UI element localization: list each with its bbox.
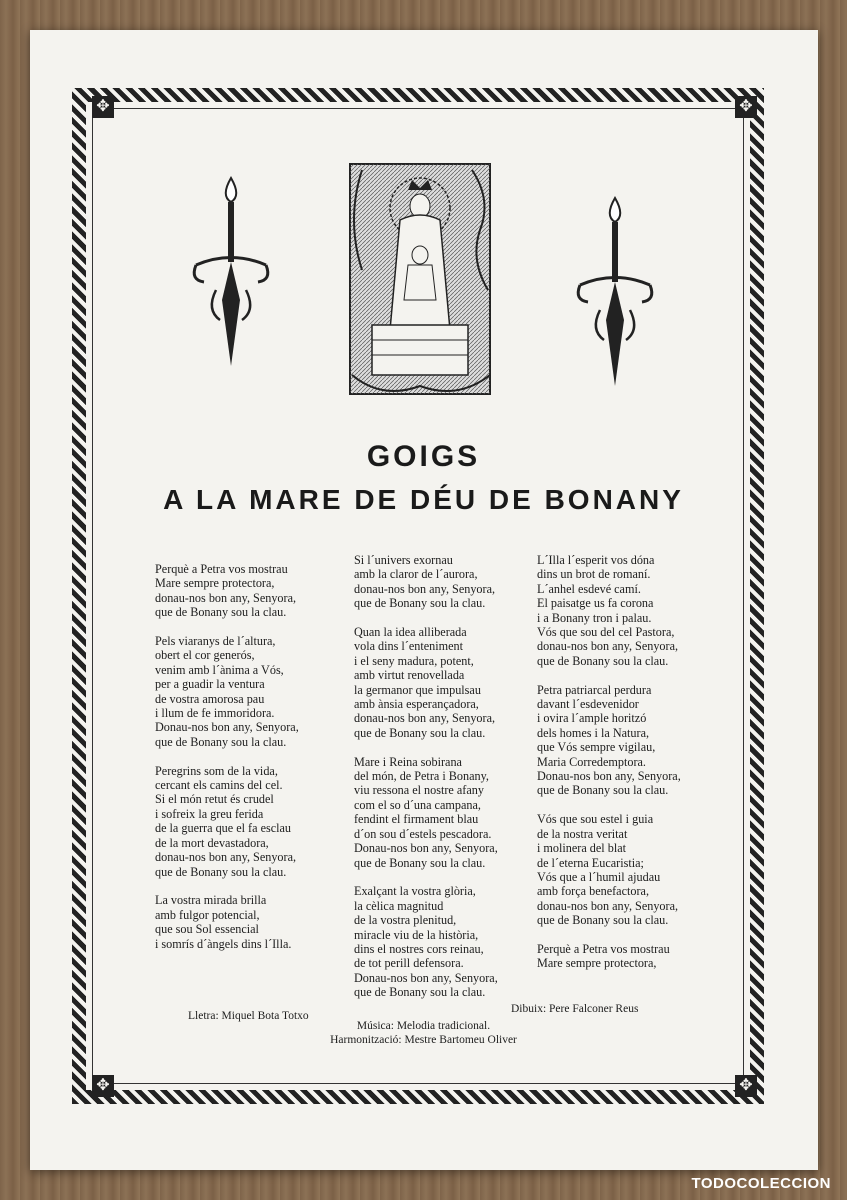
verse-line: vola dins l´enteniment <box>354 639 463 654</box>
verse-column-2 <box>354 553 498 1014</box>
verse-line: amb força benefactora, <box>537 884 649 899</box>
verse-line: obert el cor generós, <box>155 648 255 663</box>
verse-line: Donau-nos bon any, Senyora, <box>354 841 498 856</box>
verse-line: com el so d´una campana, <box>354 797 481 812</box>
verse-line: i a Bonany tron i palau. <box>537 610 652 625</box>
madonna-vignette <box>342 160 500 410</box>
verse-line: i el seny madura, potent, <box>354 653 474 668</box>
stanza <box>354 553 498 611</box>
verse-line: L´Illa l´esperit vos dóna <box>537 553 655 567</box>
stanza <box>537 942 681 971</box>
verse-line: que de Bonany sou la clau. <box>537 653 669 668</box>
verse-line: que de Bonany sou la clau. <box>354 985 486 1000</box>
verse-line: Perquè a Petra vos mostrau <box>155 562 288 576</box>
verse-line: Perquè a Petra vos mostrau <box>537 941 670 956</box>
verse-line: Si l´univers exornau <box>354 553 453 567</box>
verse-line: del món, de Petra i Bonany, <box>354 769 489 784</box>
verse-line: i somrís d´àngels dins l´Illa. <box>155 936 292 951</box>
verse-line: amb virtut renovellada <box>354 668 465 683</box>
verse-line: dins un brot de romaní. <box>537 567 651 582</box>
stanza <box>155 634 299 749</box>
credit-music: Música: Melodia tradicional. <box>356 1020 491 1032</box>
verse-line: la germanor que impulsau <box>354 682 481 697</box>
title-dedication: A LA MARE DE DÉU DE BONANY <box>163 484 684 515</box>
verse-line: d´on sou d´estels pescadora. <box>354 826 492 841</box>
verse-line: Si el món retut és crudel <box>155 792 274 807</box>
verse-line: fendint el firmament blau <box>354 812 479 827</box>
verse-line: Donau-nos bon any, Senyora, <box>537 769 681 784</box>
corner-rosette-icon: ✥ <box>92 96 114 118</box>
stanza <box>537 553 681 668</box>
verse-line: de l´eterna Eucaristia; <box>537 855 644 870</box>
verse-line: miracle viu de la història, <box>354 927 479 942</box>
corner-rosette-icon: ✥ <box>735 96 757 118</box>
verse-line: donau-nos bon any, Senyora, <box>354 711 496 726</box>
verse-line: i llum de fe immoridora. <box>155 706 275 721</box>
verse-line: cercant els camins del cel. <box>155 778 283 793</box>
stanza <box>354 884 498 999</box>
verse-line: que de Bonany sou la clau. <box>354 596 486 611</box>
verse-line: Vós que sou estel i guia <box>537 812 654 827</box>
verse-column-3 <box>537 553 681 985</box>
credit-drawing: Dibuix: Pere Falconer Reus <box>511 1003 639 1015</box>
verse-line: dins el nostres cors reinau, <box>354 941 484 956</box>
credit-lyrics: Lletra: Miquel Bota Totxo <box>188 1010 309 1022</box>
verse-line: que de Bonany sou la clau. <box>155 605 287 620</box>
stanza <box>537 683 681 798</box>
verse-line: que sou Sol essencial <box>155 922 259 937</box>
stanza <box>155 893 299 951</box>
verse-line: Vós que a l´humil ajudau <box>537 869 661 884</box>
corner-rosette-icon: ✥ <box>735 1075 757 1097</box>
verse-line: que de Bonany sou la clau. <box>537 913 669 928</box>
verse-line: Donau-nos bon any, Senyora, <box>155 720 299 735</box>
verse-line: de vostra amorosa pau <box>155 691 265 706</box>
stanza <box>155 764 299 879</box>
watermark: TODOCOLECCION <box>691 1175 831 1192</box>
stanza <box>354 625 498 740</box>
verse-line: de la mort devastadora, <box>155 835 269 850</box>
verse-line: de la vostra plenitud, <box>354 913 457 928</box>
verse-line: venim amb l´ànima a Vós, <box>155 662 284 677</box>
stanza <box>537 812 681 927</box>
verse-line: Mare i Reina sobirana <box>354 754 462 769</box>
verse-line: amb la claror de l´aurora, <box>354 567 478 582</box>
verse-line: la cèlica magnitud <box>354 898 444 913</box>
candle-icon <box>570 190 660 390</box>
verse-line: davant l´esdevenidor <box>537 697 639 712</box>
verse-line: que de Bonany sou la clau. <box>354 725 486 740</box>
title-goigs: GOIGS <box>366 440 481 473</box>
verse-line: amb ànsia esperançadora, <box>354 697 479 712</box>
verse-line: dels homes i la Natura, <box>537 725 650 740</box>
verse-line: que de Bonany sou la clau. <box>155 734 287 749</box>
verse-line: donau-nos bon any, Senyora, <box>155 590 297 605</box>
verse-line: Quan la idea alliberada <box>354 625 467 640</box>
verse-line: i molinera del blat <box>537 841 627 856</box>
verse-line: de la nostra veritat <box>537 826 628 841</box>
verse-line: i ovira l´ample horitzó <box>537 711 647 726</box>
verse-line: Peregrins som de la vida, <box>155 763 278 778</box>
credit-harmonization: Harmonització: Mestre Bartomeu Oliver <box>330 1034 517 1046</box>
stanza <box>354 755 498 870</box>
verse-line: viu ressona el nostre afany <box>354 783 484 798</box>
verse-line: donau-nos bon any, Senyora, <box>537 898 679 913</box>
verse-line: L´anhel esdevé camí. <box>537 581 641 596</box>
verse-line: i sofreix la greu ferida <box>155 806 264 821</box>
verse-line: que de Bonany sou la clau. <box>354 855 486 870</box>
verse-line: Mare sempre protectora, <box>155 576 275 591</box>
verse-line: amb fulgor potencial, <box>155 907 260 922</box>
verse-line: Maria Corredemptora. <box>537 754 646 769</box>
verse-line: Petra patriarcal perdura <box>537 682 652 697</box>
verse-line: El paisatge us fa corona <box>537 596 654 611</box>
verse-line: donau-nos bon any, Senyora, <box>354 581 496 596</box>
verse-line: La vostra mirada brilla <box>155 893 267 908</box>
verse-line: donau-nos bon any, Senyora, <box>155 850 297 865</box>
stanza <box>155 562 299 620</box>
corner-rosette-icon: ✥ <box>92 1075 114 1097</box>
verse-line: que de Bonany sou la clau. <box>537 783 669 798</box>
verse-line: Pels viaranys de l´altura, <box>155 634 276 649</box>
verse-column-1 <box>155 562 299 965</box>
verse-line: Exalçant la vostra glòria, <box>354 884 476 899</box>
verse-line: de tot perill defensora. <box>354 956 464 971</box>
verse-line: donau-nos bon any, Senyora, <box>537 639 679 654</box>
verse-line: Vós que sou del cel Pastora, <box>537 625 675 640</box>
verse-line: que de Bonany sou la clau. <box>155 864 287 879</box>
verse-line: Mare sempre protectora, <box>537 956 657 971</box>
verse-line: que Vós sempre vigilau, <box>537 740 656 755</box>
verse-line: per a guadir la ventura <box>155 677 265 692</box>
verse-line: de la guerra que el fa esclau <box>155 821 292 836</box>
verse-line: Donau-nos bon any, Senyora, <box>354 970 498 985</box>
candle-icon <box>186 170 276 370</box>
